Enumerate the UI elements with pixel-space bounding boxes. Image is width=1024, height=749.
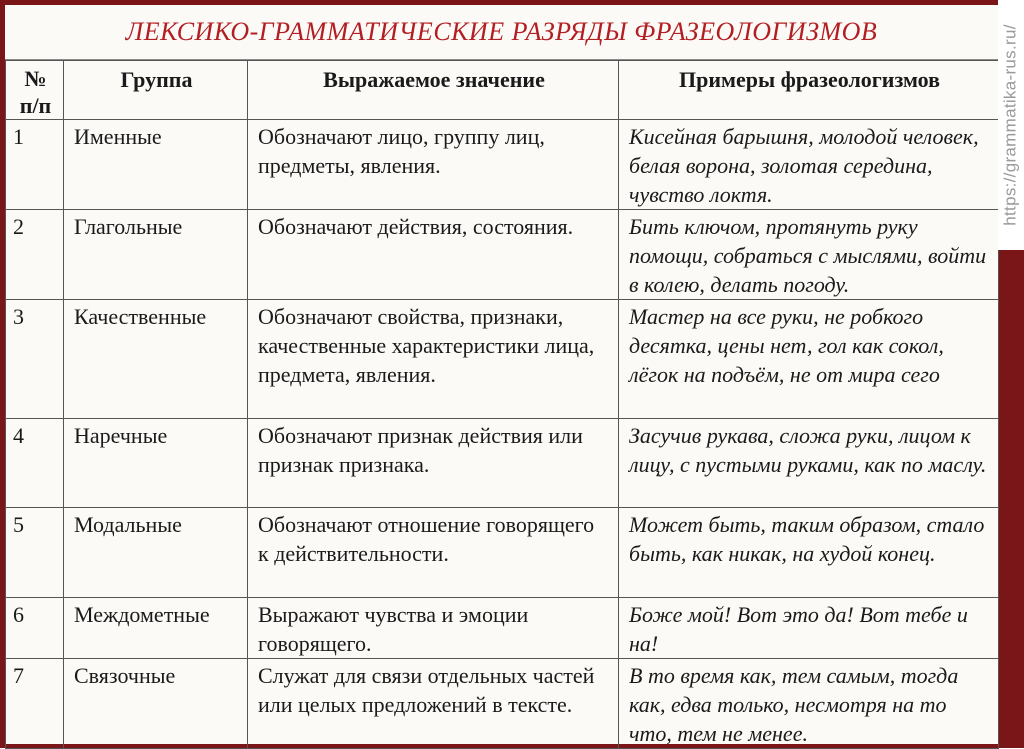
row-meaning: Обозначают лицо, группу лиц, предметы, явления. — [248, 120, 619, 210]
row-num: 7 — [6, 659, 64, 749]
phraseology-table — [5, 60, 999, 749]
row-num: 3 — [6, 300, 64, 419]
row-group: Именные — [64, 120, 248, 210]
header-num: № п/п — [6, 61, 64, 120]
row-group: Связочные — [64, 659, 248, 749]
table-row — [6, 300, 999, 419]
row-meaning: Обозначают отношение говорящего к действительности. — [248, 508, 619, 598]
slide-sheet — [5, 5, 998, 744]
header-meaning: Выражаемое значение — [248, 61, 619, 120]
table-row — [6, 659, 999, 749]
row-meaning: Обозначают действия, состояния. — [248, 210, 619, 300]
page-title: ЛЕКСИКО-ГРАММАТИЧЕСКИЕ РАЗРЯДЫ ФРАЗЕОЛОГИЗМОВ — [5, 5, 998, 60]
watermark — [998, 0, 1024, 250]
header-examples: Примеры фразеологизмов — [619, 61, 999, 120]
row-group: Качественные — [64, 300, 248, 419]
row-meaning: Обозначают свойства, признаки, качественные характеристики лица, предмета, явления. — [248, 300, 619, 419]
row-examples: Бить ключом, протянуть руку помощи, собраться с мыслями, войти в колею, делать погоду. — [619, 210, 999, 300]
row-examples: Мастер на все руки, не робкого десятка, цены нет, гол как сокол, лёгок на подъём, не от мира сего — [619, 300, 999, 419]
row-group: Междометные — [64, 598, 248, 659]
row-meaning: Выражают чувства и эмоции говорящего. — [248, 598, 619, 659]
watermark-text: https://grammatika-rus.ru/ — [1001, 24, 1020, 226]
row-group: Глагольные — [64, 210, 248, 300]
table-row — [6, 120, 999, 210]
row-group: Модальные — [64, 508, 248, 598]
row-meaning: Служат для связи отдельных частей или целых предложений в тексте. — [248, 659, 619, 749]
row-num: 5 — [6, 508, 64, 598]
row-meaning: Обозначают признак действия или признак признака. — [248, 419, 619, 508]
table-header-row — [6, 61, 999, 120]
table-row — [6, 508, 999, 598]
row-examples: Кисейная барышня, молодой человек, белая ворона, золотая середина, чувство локтя. — [619, 120, 999, 210]
table-row — [6, 210, 999, 300]
table-row — [6, 598, 999, 659]
row-num: 1 — [6, 120, 64, 210]
row-examples: Может быть, таким образом, стало быть, как никак, на худой конец. — [619, 508, 999, 598]
row-examples: В то время как, тем самым, тогда как, едва только, несмотря на то что, тем не менее. — [619, 659, 999, 749]
table-row — [6, 419, 999, 508]
row-examples: Боже мой! Вот это да! Вот тебе и на! — [619, 598, 999, 659]
row-num: 2 — [6, 210, 64, 300]
row-examples: Засучив рукава, сложа руки, лицом к лицу, с пустыми руками, как по маслу. — [619, 419, 999, 508]
row-num: 6 — [6, 598, 64, 659]
row-num: 4 — [6, 419, 64, 508]
row-group: Наречные — [64, 419, 248, 508]
header-group: Группа — [64, 61, 248, 120]
